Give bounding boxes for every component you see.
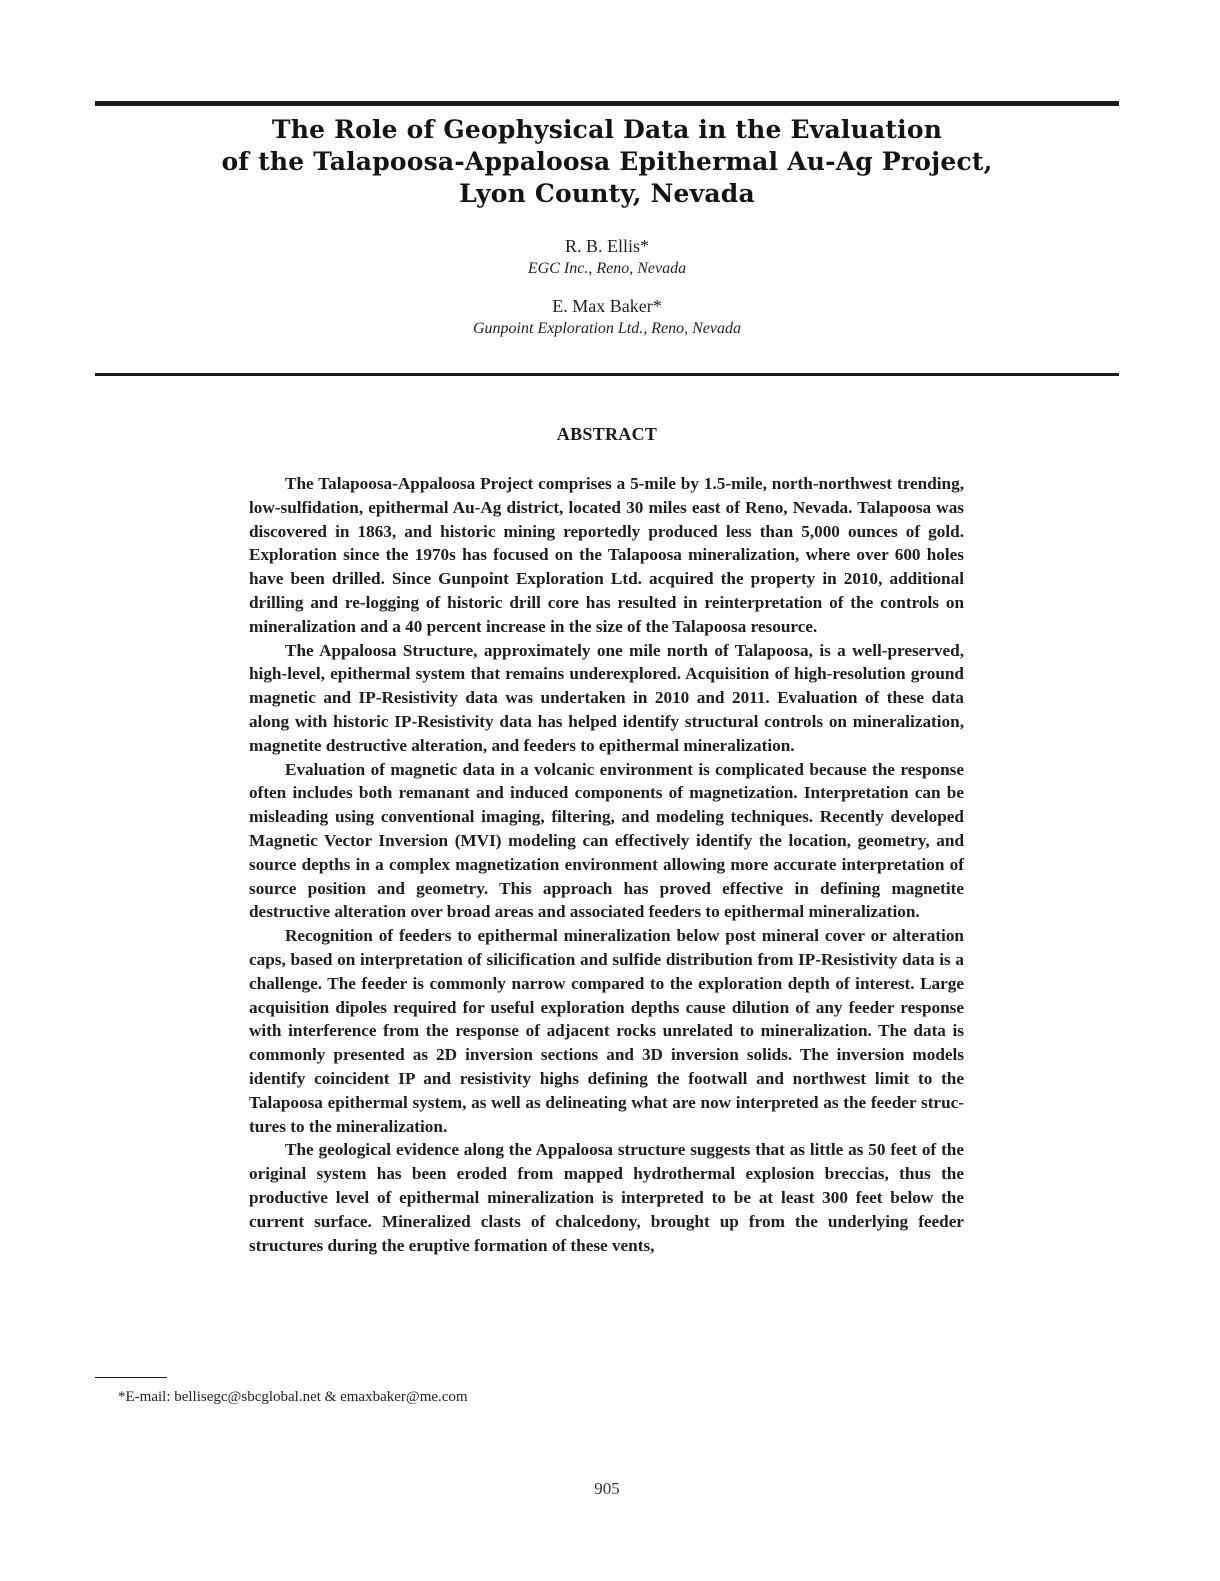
paper-title-line: of the Talapoosa-Appaloosa Epithermal Au-Ag Project, — [221, 147, 993, 176]
abstract-paragraph: Evaluation of magnetic data in a volcanic environment is complicated because the response often includes both remanant and induced components of magnetization. Interpretation can be misleading using conventional imaging, filtering, and modeling techniques. Recently developed Magnetic Vector Inversion (MVI) modeling can effectively identify the location, geometry, and source depths in a complex magnetization environment allowing more accurate interpretation of source position and geometry. This approach has proved effective in defining magnetite destructive alteration over broad areas and associated feeders to epithermal mineralization. — [249, 759, 964, 922]
author-affiliation: EGC Inc., Reno, Nevada — [527, 260, 687, 277]
author-name: E. Max Baker* — [552, 296, 662, 316]
paper-title — [95, 114, 1119, 210]
abstract-paragraph: The geological evidence along the Appaloosa structure suggests that as little as 50 feet of the original system has been eroded from mapped hydrothermal explosion breccias, thus the productive level of epithermal mineralization is interpreted to be at least 300 feet below the current surface. Mineralized clasts of chalcedony, brought up from the underlying feeder structures during the eruptive formation of these vents, — [249, 1140, 964, 1255]
paper-title-line: The Role of Geophysical Data in the Evaluation — [271, 115, 943, 144]
author-list — [95, 234, 1119, 354]
author-name: R. B. Ellis* — [564, 236, 649, 256]
title-top-rule — [95, 101, 1119, 106]
title-bottom-rule — [95, 373, 1119, 376]
abstract-paragraph: The Talapoosa-Appaloosa Project comprises a 5-mile by 1.5-mile, north-northwest trending, low-sulfidation, epithermal Au-Ag district, located 30 miles east of Reno, Nevada. Talapoosa was discovered in 1863, and historic mining reportedly produced less than 5,000 ounces of gold. Exploration since the 1970s has focused on the Talapoosa mineralization, where over 600 holes have been drilled. Since Gunpoint Exploration Ltd. acquired the property in 2010, additional drilling and re-logging of historic drill core has resulted in reinterpretation of the controls on mineralization and a 40 percent increase in the size of the Talapoosa resource. — [249, 474, 964, 636]
page-number: 905 — [594, 1479, 620, 1498]
abstract-paragraph: The Appaloosa Structure, approximately one mile north of Talapoosa, is a well-preserved, high-level, epithermal system that remains underexplored. Acquisition of high-resolution ground magnetic and IP-Resistivity data was undertaken in 2010 and 2011. Evaluation of these data along with historic IP-Resistivity data has helped identify structural controls on mineralization, magnetite destructive alteration, and feeders to epithermal mineralization. — [249, 640, 964, 755]
footnote-email: *E-mail: bellisegc@sbcglobal.net & emaxbaker@me.com — [118, 1389, 468, 1405]
abstract-body — [249, 472, 964, 1257]
paper-title-line: Lyon County, Nevada — [459, 179, 755, 208]
abstract-paragraph: Recognition of feeders to epithermal mineralization below post mineral cover or alteration caps, based on interpretation of silicification and sulfide distribution from IP-Resistivity data is a challenge. The feeder is commonly narrow compared to the exploration depth of interest. Large acquisition dipoles required for useful exploration depths cause dilution of any feeder response with interference from the response of adjacent rocks unrelated to mineralization. The data is commonly presented as 2D inversion sections and 3D inversion solids. The inversion models identify coincident IP and resistivity highs defining the footwall and northwest limit to the Talapoosa epithermal system, as well as delineating what are now interpreted as the feeder structures to the mineralization. — [249, 926, 964, 1136]
author-affiliation: Gunpoint Exploration Ltd., Reno, Nevada — [473, 320, 741, 337]
abstract-heading: ABSTRACT — [556, 424, 658, 444]
footnote-rule — [95, 1377, 167, 1378]
